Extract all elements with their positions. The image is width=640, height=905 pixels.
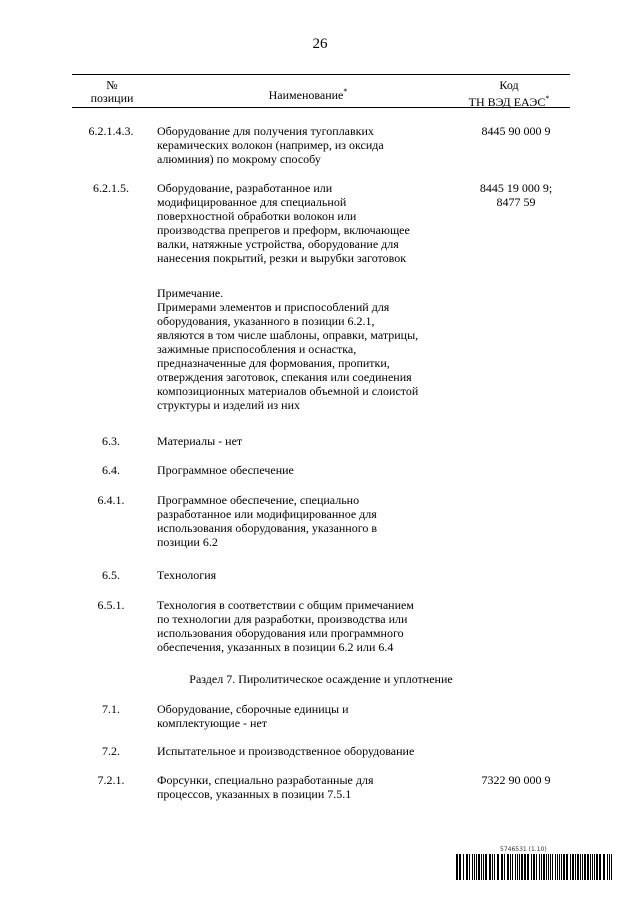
note-line: являются в том числе шаблоны, оправки, матрицы, xyxy=(157,328,419,342)
item-name-line: Форсунки, специально разработанные для xyxy=(157,773,374,787)
item-name-line: Материалы - нет xyxy=(157,434,243,448)
position-number: 7.2.1. xyxy=(97,773,125,787)
item-name-line: обеспечения, указанных в позиции 6.2 или 6.4 xyxy=(157,640,394,654)
item-name-line: Оборудование для получения тугоплавких xyxy=(157,124,374,138)
tn-ved-code-line: 7322 90 000 9 xyxy=(481,773,551,787)
item-name xyxy=(157,744,457,758)
item-name-line: алюминия) по мокрому способу xyxy=(157,152,321,166)
barcode-icon xyxy=(456,854,612,880)
position-number: 6.3. xyxy=(102,434,120,448)
item-name-line: по технологии для разработки, производства или xyxy=(157,612,408,626)
document-stamp xyxy=(456,846,612,880)
column-header-code-line: Код xyxy=(499,78,519,92)
column-header-position-line: позиции xyxy=(90,91,134,105)
tn-ved-code xyxy=(462,773,570,787)
position-number: 7.2. xyxy=(102,744,120,758)
item-name xyxy=(157,493,457,549)
item-name-line: использования оборудования, указанного в xyxy=(157,521,378,535)
item-name-line: поверхностной обработки волокон или xyxy=(157,209,357,223)
item-name-line: Технология xyxy=(157,568,217,582)
note-line: Примерами элементов и приспособлений для xyxy=(157,300,390,314)
item-name-line: валки, натяжные устройства, оборудование для xyxy=(157,237,399,251)
item-name xyxy=(157,124,457,166)
column-header-position xyxy=(72,79,152,105)
position-number: 6.5.1. xyxy=(97,598,125,612)
item-name-line: процессов, указанных в позиции 7.5.1 xyxy=(157,787,352,801)
item-name-line: Программное обеспечение, специально xyxy=(157,493,360,507)
position-number: 6.2.1.4.3. xyxy=(88,124,134,138)
item-name-line: Программное обеспечение xyxy=(157,463,294,477)
tn-ved-code xyxy=(462,181,570,209)
position-number: 6.2.1.5. xyxy=(93,181,129,195)
column-header-position-line: № xyxy=(106,78,118,92)
item-name-line: Оборудование, сборочные единицы и xyxy=(157,702,349,716)
footnote-mark: * xyxy=(343,87,348,96)
item-name xyxy=(157,568,457,582)
note-line: предназначенные для формования, пропитки, xyxy=(157,356,390,370)
item-name-line: производства препрегов и преформ, включающее xyxy=(157,223,410,237)
position-number: 7.1. xyxy=(102,702,120,716)
column-header-code-line xyxy=(448,92,570,109)
item-name-line: Испытательное и производственное оборудование xyxy=(157,744,415,758)
item-name-line: нанесения покрытий, резки и вырубки заготовок xyxy=(157,251,407,265)
item-name-line: модифицированное для специальной xyxy=(157,195,347,209)
item-name xyxy=(157,434,457,448)
tn-ved-code-line: 8445 90 000 9 xyxy=(481,124,551,138)
column-header-name xyxy=(198,85,418,102)
tn-ved-code-line: 8477 59 xyxy=(496,195,536,209)
item-name-line: комплектующие - нет xyxy=(157,716,268,730)
section-title: Раздел 7. Пиролитическое осаждение и уплотнение xyxy=(189,672,453,686)
item-name-line: Технология в соответствии с общим примечанием xyxy=(157,598,414,612)
column-header-code-text: ТН ВЭД ЕАЭС xyxy=(468,95,546,109)
item-name xyxy=(157,181,457,265)
note-line: композиционных материалов объемной и слоистой xyxy=(157,384,419,398)
position-number: 6.4.1. xyxy=(97,493,125,507)
footnote-mark: * xyxy=(545,94,550,103)
note-line: отверждения заготовок, спекания или соединения xyxy=(157,370,412,384)
item-name xyxy=(157,598,457,654)
item-name-line: Оборудование, разработанное или xyxy=(157,181,333,195)
position-number: 6.4. xyxy=(102,463,120,477)
column-header-name-text: Наименование xyxy=(268,88,344,102)
tn-ved-code-line: 8445 19 000 9; xyxy=(479,181,553,195)
item-name-line: разработанное или модифицированное для xyxy=(157,507,377,521)
column-header-code xyxy=(448,79,570,109)
header-top-rule xyxy=(72,74,570,75)
note-block xyxy=(157,286,457,412)
item-name-line: позиции 6.2 xyxy=(157,535,218,549)
tn-ved-code xyxy=(462,124,570,138)
item-name xyxy=(157,702,457,730)
item-name xyxy=(157,463,457,477)
note-line: Примечание. xyxy=(157,286,224,300)
note-line: зажимные приспособления и оснастка, xyxy=(157,342,357,356)
note-line: структуры и изделий из них xyxy=(157,398,301,412)
stamp-text: 5746531 (1.10) xyxy=(500,846,547,853)
position-number: 6.5. xyxy=(102,568,120,582)
item-name xyxy=(157,773,457,801)
page-number: 26 xyxy=(312,36,328,52)
item-name-line: использования оборудования или программного xyxy=(157,626,404,640)
item-name-line: керамических волокон (например, из оксида xyxy=(157,138,384,152)
note-line: оборудования, указанного в позиции 6.2.1, xyxy=(157,314,375,328)
